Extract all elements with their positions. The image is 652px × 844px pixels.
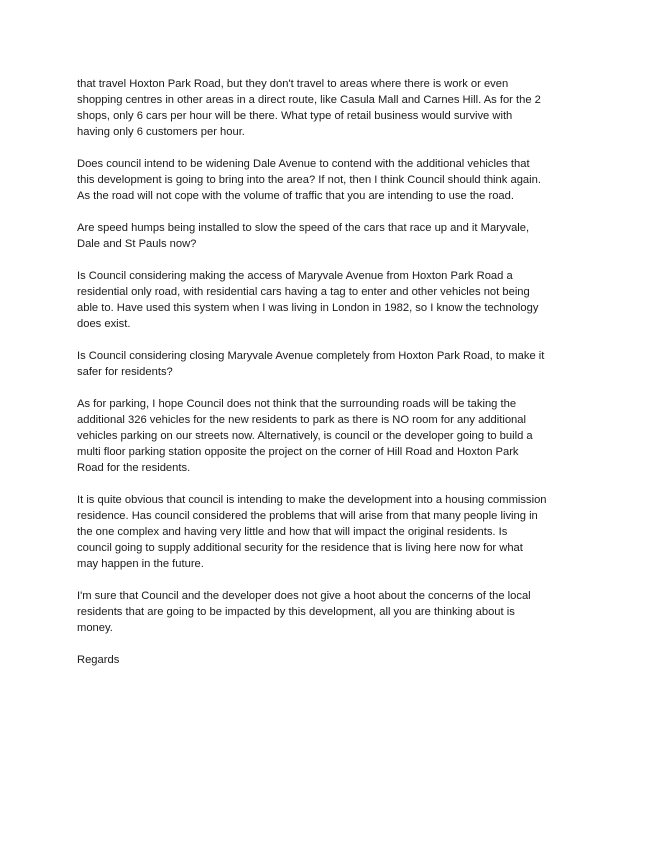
text-line: the one complex and having very little and how that will impact the original residents. Is bbox=[77, 526, 508, 538]
text-line: It is quite obvious that council is intending to make the development into a housing commission bbox=[77, 494, 547, 506]
text-line: Regards bbox=[77, 654, 120, 666]
text-line: safer for residents? bbox=[77, 366, 173, 378]
text-line: multi floor parking station opposite the project on the corner of Hill Road and Hoxton Park bbox=[77, 446, 519, 458]
text-line: does exist. bbox=[77, 318, 131, 330]
body-paragraph bbox=[77, 492, 597, 572]
text-line: As the road will not cope with the volume of traffic that you are intending to use the road. bbox=[77, 190, 514, 202]
body-paragraph bbox=[77, 396, 597, 476]
text-line: council going to supply additional security for the residence that is living here now for what bbox=[77, 542, 523, 554]
text-line: residential only road, with residential cars having a tag to enter and other vehicles not being bbox=[77, 286, 530, 298]
closing-salutation bbox=[77, 652, 597, 668]
text-line: As for parking, I hope Council does not think that the surrounding roads will be taking the bbox=[77, 398, 517, 410]
text-line: Road for the residents. bbox=[77, 462, 191, 474]
text-line: having only 6 customers per hour. bbox=[77, 126, 245, 138]
text-line: able to. Have used this system when I was living in London in 1982, so I know the technology bbox=[77, 302, 539, 314]
text-line: shops, only 6 cars per hour will be there. What type of retail business would survive with bbox=[77, 110, 513, 122]
letter-body bbox=[77, 76, 597, 684]
text-line: residents that are going to be impacted by this development, all you are thinking about is bbox=[77, 606, 515, 618]
text-line: I'm sure that Council and the developer does not give a hoot about the concerns of the local bbox=[77, 590, 531, 602]
text-line: shopping centres in other areas in a direct route, like Casula Mall and Carnes Hill. As for the 2 bbox=[77, 94, 541, 106]
text-line: residence. Has council considered the problems that will arise from that many people living in bbox=[77, 510, 538, 522]
text-line: Is Council considering closing Maryvale Avenue completely from Hoxton Park Road, to make it bbox=[77, 350, 545, 362]
text-line: Does council intend to be widening Dale Avenue to contend with the additional vehicles that bbox=[77, 158, 530, 170]
text-line: may happen in the future. bbox=[77, 558, 204, 570]
text-line: Is Council considering making the access of Maryvale Avenue from Hoxton Park Road a bbox=[77, 270, 513, 282]
text-line: vehicles parking on our streets now. Alternatively, is council or the developer going to build a bbox=[77, 430, 533, 442]
body-paragraph bbox=[77, 156, 597, 204]
body-paragraph bbox=[77, 76, 597, 140]
text-line: this development is going to bring into the area? If not, then I think Council should think again. bbox=[77, 174, 541, 186]
body-paragraph bbox=[77, 348, 597, 380]
text-line: additional 326 vehicles for the new residents to park as there is NO room for any additional bbox=[77, 414, 526, 426]
text-line: money. bbox=[77, 622, 113, 634]
text-line: that travel Hoxton Park Road, but they don't travel to areas where there is work or even bbox=[77, 78, 509, 90]
body-paragraph bbox=[77, 268, 597, 332]
text-line: Dale and St Pauls now? bbox=[77, 238, 197, 250]
body-paragraph bbox=[77, 220, 597, 252]
text-line: Are speed humps being installed to slow the speed of the cars that race up and it Maryvale, bbox=[77, 222, 530, 234]
body-paragraph bbox=[77, 588, 597, 636]
